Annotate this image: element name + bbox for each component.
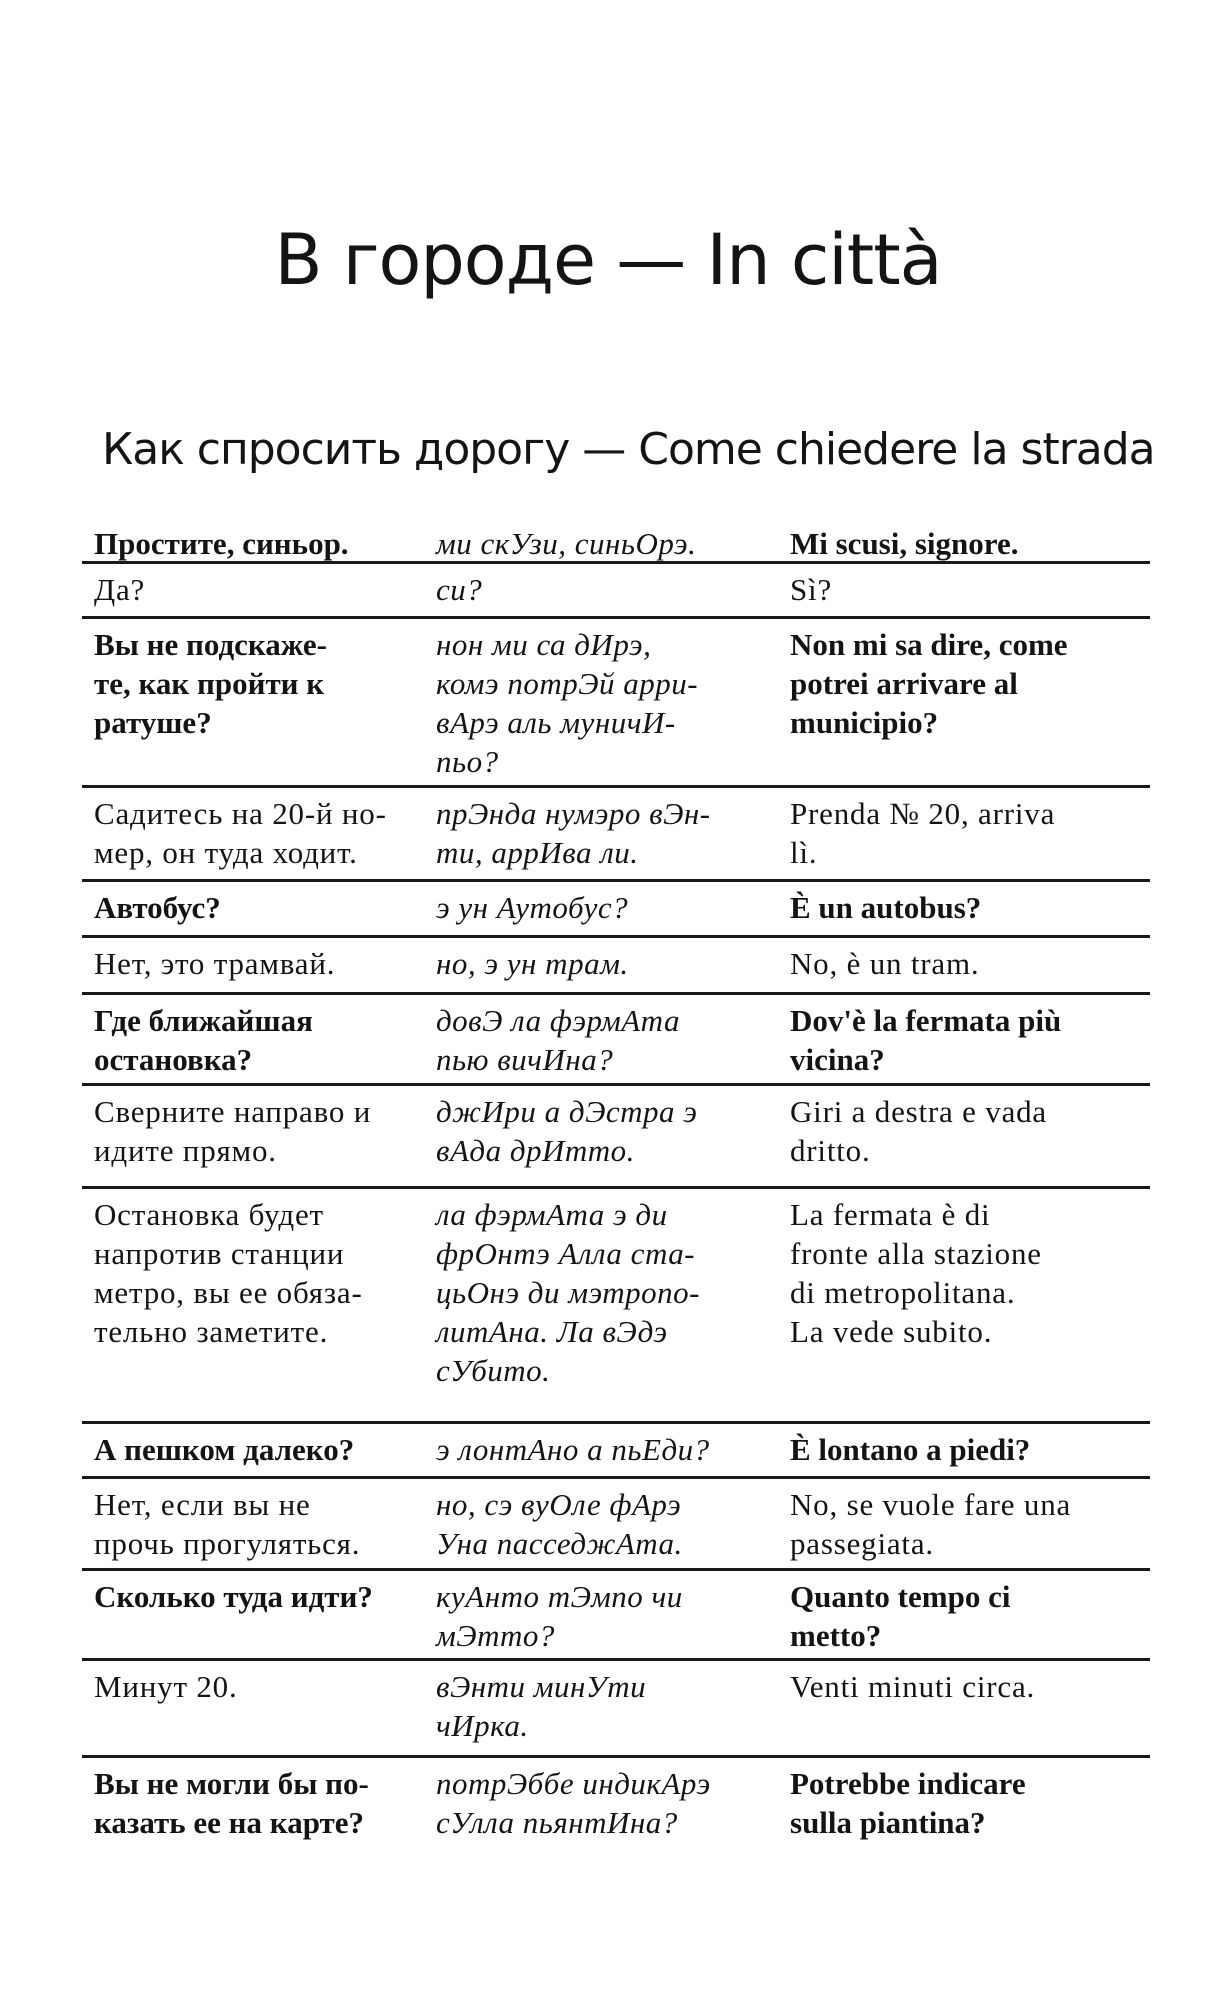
section-title: Как спросить дорогу — Come chiedere la strada — [102, 424, 1155, 475]
table-row — [82, 619, 1150, 788]
italian-phrase: Non mi sa dire, come potrei arrivare al municipio? — [790, 627, 1068, 740]
italian-phrase: No, se vuole fare una passegiata. — [790, 1487, 1072, 1561]
italian-phrase: Potrebbe indicare sulla piantina? — [790, 1766, 1026, 1840]
table-row — [82, 882, 1150, 938]
transcription: нон ми са дИрэ, комэ потрЭй арри- вАрэ аль муничИ- пьо? — [436, 627, 699, 779]
russian-phrase: Где ближайшая остановка? — [94, 1003, 313, 1077]
italian-phrase: Dov'è la fermata più vicina? — [790, 1003, 1062, 1077]
italian-phrase: È un autobus? — [790, 890, 982, 925]
transcription: прЭнда нумэро вЭн- ти, аррИва ли. — [436, 796, 711, 870]
transcription: потрЭббе индикАрэ сУлла пьянтИна? — [436, 1766, 711, 1840]
russian-phrase: Вы не подскаже- те, как пройти к ратуше? — [94, 627, 327, 740]
russian-phrase: Сколько туда идти? — [94, 1579, 373, 1614]
transcription: джИри а дЭстра э вАда дрИтто. — [436, 1094, 698, 1168]
italian-phrase: Giri a destra e vada dritto. — [790, 1094, 1047, 1168]
table-row — [82, 1758, 1150, 1854]
transcription: э лонтАно а пьЕди? — [436, 1432, 710, 1467]
transcription: ла фэрмАта э ди фрОнтэ Алла ста- цьОнэ ди мэтропо- литАна. Ла вЭдэ сУбито. — [436, 1197, 700, 1388]
italian-phrase: No, è un tram. — [790, 946, 980, 981]
transcription: но, э ун трам. — [436, 946, 629, 981]
table-row — [82, 1479, 1150, 1571]
table-row — [82, 1661, 1150, 1758]
russian-phrase: Автобус? — [94, 890, 221, 925]
table-row — [82, 1424, 1150, 1479]
italian-phrase: La fermata è di fronte alla stazione di metropolitana. La vede subito. — [790, 1197, 1042, 1349]
table-row — [82, 788, 1150, 882]
russian-phrase: Нет, если вы не прочь прогуляться. — [94, 1487, 361, 1561]
table-row — [82, 995, 1150, 1086]
russian-phrase: Сверните направо и идите прямо. — [94, 1094, 372, 1168]
russian-phrase: Нет, это трамвай. — [94, 946, 336, 981]
russian-phrase: Садитесь на 20-й но- мер, он туда ходит. — [94, 796, 387, 870]
chapter-title: В городе — In città — [274, 219, 942, 301]
transcription: э ун Аутобус? — [436, 890, 629, 925]
table-row — [82, 938, 1150, 995]
phrase-table — [82, 518, 1150, 1854]
transcription: довЭ ла фэрмАта пью вичИна? — [436, 1003, 680, 1077]
russian-phrase: Вы не могли бы по- казать ее на карте? — [94, 1766, 369, 1840]
italian-phrase: Venti minuti circa. — [790, 1669, 1036, 1704]
table-row — [82, 564, 1150, 619]
russian-phrase: Простите, синьор. — [94, 526, 349, 561]
russian-phrase: Минут 20. — [94, 1669, 238, 1704]
transcription: вЭнти минУти чИрка. — [436, 1669, 647, 1743]
table-row — [82, 1189, 1150, 1424]
table-row — [82, 1086, 1150, 1189]
italian-phrase: Sì? — [790, 572, 833, 607]
transcription: ми скУзи, синьОрэ. — [436, 526, 697, 561]
russian-phrase: Да? — [94, 572, 146, 607]
table-row — [82, 518, 1150, 564]
italian-phrase: Prenda № 20, arriva lì. — [790, 796, 1056, 870]
russian-phrase: А пешком далеко? — [94, 1432, 355, 1467]
transcription: но, сэ вуОле фАрэ Уна пасседжАта. — [436, 1487, 683, 1561]
table-row — [82, 1571, 1150, 1661]
italian-phrase: Quanto tempo ci metto? — [790, 1579, 1011, 1653]
transcription: си? — [436, 572, 483, 607]
italian-phrase: È lontano a piedi? — [790, 1432, 1031, 1467]
russian-phrase: Остановка будет напротив станции метро, вы ее обяза- тельно заметите. — [94, 1197, 363, 1349]
italian-phrase: Mi scusi, signore. — [790, 526, 1019, 561]
transcription: куАнто тЭмпо чи мЭтто? — [436, 1579, 683, 1653]
